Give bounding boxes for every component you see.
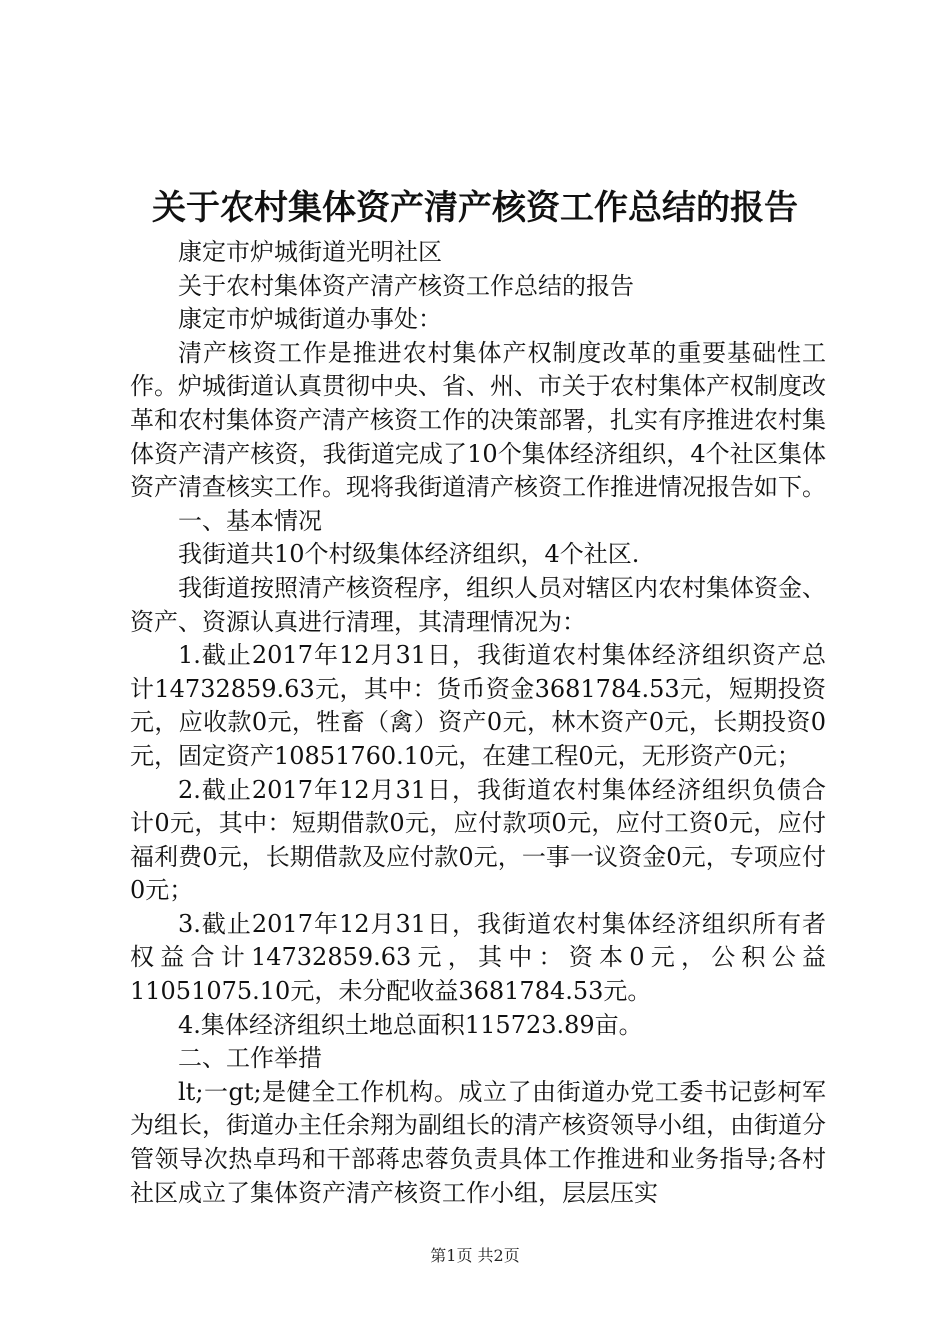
paragraph-liabilities-total: 2.截止2017年12月31日，我街道农村集体经济组织负债合计0元，其中：短期借款0元，应付款项0元，应付工资0元，应付福利费0元，长期借款及应付款0元，一事一议资金0元，专项应付0元；	[130, 775, 826, 905]
paragraph-equity-total: 3.截止2017年12月31日，我街道农村集体经济组织所有者权益合计14732859.63元，其中：资本0元，公积公益11051075.10元，未分配收益3681784.53元。	[130, 909, 826, 1006]
paragraph-work-organization: lt;一gt;是健全工作机构。成立了由街道办党工委书记彭柯军为组长，街道办主任余翔为副组长的清产核资领导小组，由街道分管领导次热卓玛和干部蒋忠蓉负责具体工作推进和业务指导;各村社区成立了集体资产清产核资工作小组，层层压实	[130, 1077, 826, 1207]
paragraph-cleanup-process: 我街道按照清产核资程序，组织人员对辖区内农村集体资金、资产、资源认真进行清理，其清理情况为：	[130, 573, 826, 636]
document-title: 关于农村集体资产清产核资工作总结的报告	[152, 188, 798, 228]
paragraph-report-subtitle: 关于农村集体资产清产核资工作总结的报告	[178, 271, 634, 300]
paragraph-community-name: 康定市炉城街道光明社区	[178, 238, 442, 266]
page-number-footer: 第1页 共2页	[430, 1246, 520, 1265]
document-body	[130, 236, 826, 1210]
paragraph-introduction: 清产核资工作是推进农村集体产权制度改革的重要基础性工作。炉城街道认真贯彻中央、省、州、市关于农村集体产权制度改革和农村集体资产清产核资工作的决策部署，扎实有序推进农村集体资产清产核资，我街道完成了10个集体经济组织，4个社区集体资产清查核实工作。现将我街道清产核资工作推进情况报告如下。	[130, 338, 826, 502]
heading-work-measures: 二、工作举措	[178, 1044, 322, 1073]
paragraph-land-area: 4.集体经济组织土地总面积115723.89亩。	[178, 1010, 643, 1039]
paragraph-organization-count: 我街道共10个村级集体经济组织，4个社区.	[178, 540, 640, 569]
paragraph-assets-total: 1.截止2017年12月31日，我街道农村集体经济组织资产总计14732859.63元，其中：货币资金3681784.53元，短期投资元，应收款0元，牲畜（禽）资产0元，林木资产0元，长期投资0元，固定资产10851760.10元，在建工程0元，无形资产0元；	[130, 641, 826, 770]
paragraph-addressee: 康定市炉城街道办事处：	[178, 305, 442, 334]
heading-basic-situation: 一、基本情况	[178, 506, 322, 535]
